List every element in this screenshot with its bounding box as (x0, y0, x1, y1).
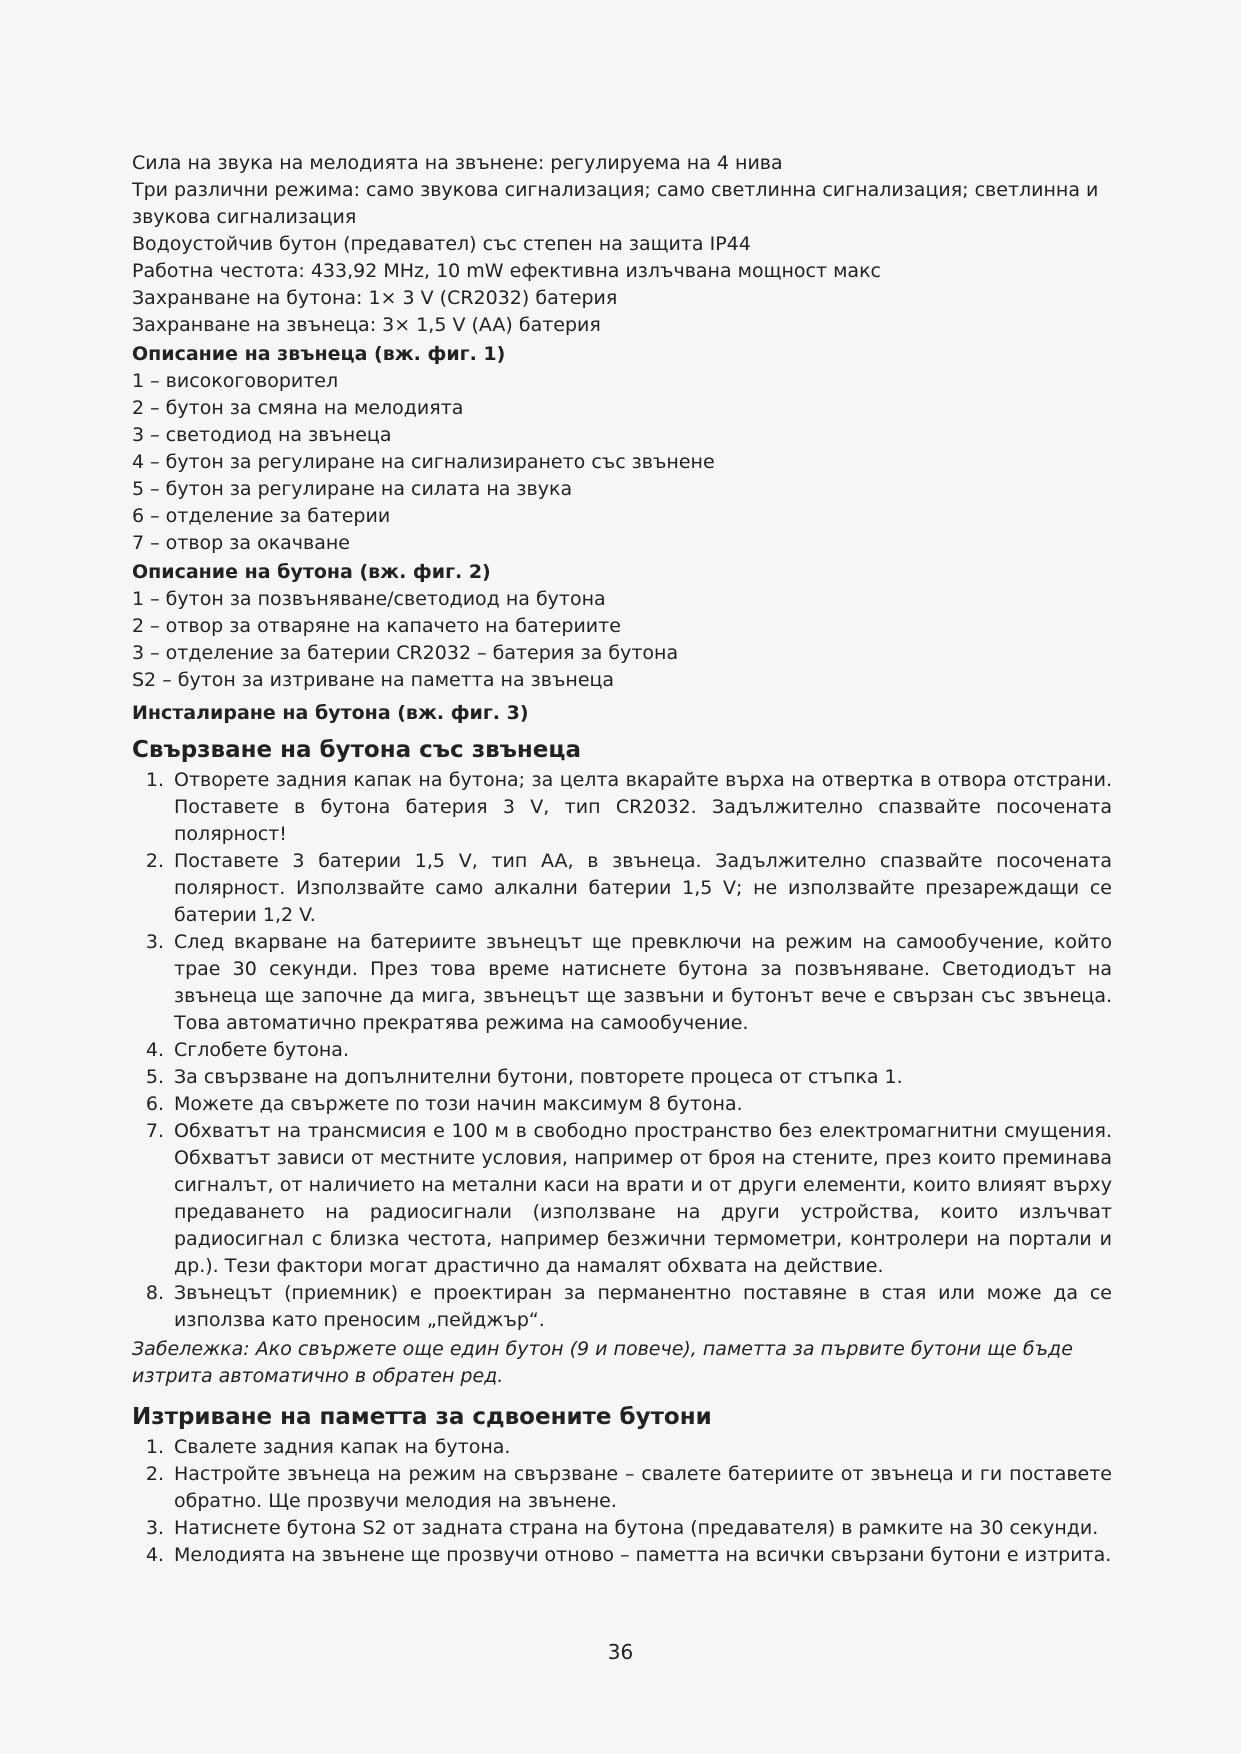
step-item (132, 1037, 1112, 1064)
step-item (132, 929, 1112, 1037)
list-item: 5 – бутон за регулиране на силата на звука (132, 478, 573, 500)
step-number: 6. (145, 1093, 164, 1115)
spec-line: Сила на звука на мелодията на звънене: регулируема на 4 нива (132, 152, 783, 174)
step-text: Сглобете бутона. (174, 1039, 349, 1061)
list-item: 1 – бутон за позвъняване/светодиод на бутона (132, 588, 606, 610)
step-item (132, 1118, 1112, 1280)
spec-line: Работна честота: 433,92 MHz, 10 mW ефективна излъчвана мощност макс (132, 260, 881, 282)
list-item: 6 – отделение за батерии (132, 505, 391, 527)
step-number: 3. (145, 1517, 164, 1539)
step-number: 3. (145, 931, 164, 953)
button-description-heading: Описание на бутона (вж. фиг. 2) (132, 561, 491, 583)
pairing-steps (132, 767, 1112, 1334)
step-number: 4. (145, 1544, 164, 1566)
pairing-section-title: Свързване на бутона със звънеца (132, 737, 581, 763)
list-item: S2 – бутон за изтриване на паметта на звънеца (132, 669, 615, 691)
spec-line: Захранване на бутона: 1× 3 V (CR2032) батерия (132, 287, 618, 309)
step-text: Звънецът (приемник) е проектиран за перманентно поставяне в стая или може да се използва като преносим „пейджър“. (174, 1282, 1112, 1331)
list-item: 7 – отвор за окачване (132, 532, 350, 554)
step-number: 1. (145, 1436, 164, 1458)
step-text: Настройте звънеца на режим на свързване – свалете батериите от звънеца и ги поставете обратно. Ще прозвучи мелодия на звънене. (174, 1463, 1112, 1512)
step-number: 4. (145, 1039, 164, 1061)
spec-list (132, 150, 1112, 339)
list-item: 3 – отделение за батерии CR2032 – батерия за бутона (132, 642, 679, 664)
bell-description-heading: Описание на звънеца (вж. фиг. 1) (132, 343, 506, 365)
step-item (132, 1461, 1112, 1515)
page-number: 36 (607, 1640, 634, 1664)
button-parts-list (132, 586, 1112, 694)
step-text: За свързване на допълнителни бутони, повторете процеса от стъпка 1. (174, 1066, 903, 1088)
list-item: 2 – отвор за отваряне на капачето на батериите (132, 615, 621, 637)
step-item (132, 1091, 1112, 1118)
spec-line: Захранване на звънеца: 3× 1,5 V (AA) батерия (132, 314, 601, 336)
step-text: След вкарване на батериите звънецът ще превключи на режим на самообучение, който трае 30 секунди. През това време натиснете бутона за позвъняване. Светодиодът на звънеца ще започне да мига, звънецът ще зазвъни и бутонът вече е свързан със звънеца. Това автоматично прекратява режима на самообучение. (174, 931, 1112, 1034)
step-text: Мелодията на звънене ще прозвучи отново – паметта на всички свързани бутони е изтрита. (174, 1544, 1112, 1566)
step-text: Свалете задния капак на бутона. (174, 1436, 511, 1458)
spec-line: Водоустойчив бутон (предавател) със степен на защита IP44 (132, 233, 751, 255)
step-number: 1. (145, 769, 164, 791)
step-item (132, 1515, 1112, 1542)
install-heading: Инсталиране на бутона (вж. фиг. 3) (132, 702, 529, 724)
step-number: 2. (145, 1463, 164, 1485)
step-item (132, 1434, 1112, 1461)
step-item (132, 767, 1112, 848)
bell-parts-list (132, 368, 1112, 557)
erase-steps (132, 1434, 1112, 1569)
step-text: Можете да свържете по този начин максимум 8 бутона. (174, 1093, 743, 1115)
page-content (132, 150, 1112, 1569)
step-text: Отворете задния капак на бутона; за целта вкарайте върха на отвертка в отвора отстрани. Поставете в бутона батерия 3 V, тип CR2032. Задължително спазвайте посочената полярност! (174, 769, 1112, 845)
erase-section-title: Изтриване на паметта за сдвоените бутони (132, 1404, 712, 1430)
list-item: 2 – бутон за смяна на мелодията (132, 397, 464, 419)
list-item: 4 – бутон за регулиране на сигнализирането със звънене (132, 451, 715, 473)
spec-line: Три различни режима: само звукова сигнализация; само светлинна сигнализация; светлинна и звукова сигнализация (132, 179, 1099, 228)
step-text: Поставете 3 батерии 1,5 V, тип AA, в звънеца. Задължително спазвайте посочената полярност. Използвайте само алкални батерии 1,5 V; не използвайте презареждащи се батерии 1,2 V. (174, 850, 1112, 926)
step-number: 5. (145, 1066, 164, 1088)
step-item (132, 1064, 1112, 1091)
step-item (132, 1542, 1112, 1569)
step-item (132, 1280, 1112, 1334)
list-item: 3 – светодиод на звънеца (132, 424, 392, 446)
pairing-note: Забележка: Ако свържете още един бутон (9 и повече), паметта за първите бутони ще бъде изтрита автоматично в обратен ред. (132, 1338, 1073, 1387)
step-number: 2. (145, 850, 164, 872)
step-number: 7. (145, 1120, 164, 1142)
step-text: Обхватът на трансмисия е 100 м в свободно пространство без електромагнитни смущения. Обхватът зависи от местните условия, например от броя на стените, през които преминава сигналът, от наличието на метални каси на врати и от други елементи, които влияят върху предаването на радиосигнали (използване на други устройства, които излъчват радиосигнал с близка честота, например безжични термометри, контролери на портали и др.). Тези фактори могат драстично да намалят обхвата на действие. (174, 1120, 1112, 1277)
step-number: 8. (145, 1282, 164, 1304)
step-text: Натиснете бутона S2 от задната страна на бутона (предавателя) в рамките на 30 секунди. (174, 1517, 1099, 1539)
list-item: 1 – високоговорител (132, 370, 339, 392)
step-item (132, 848, 1112, 929)
